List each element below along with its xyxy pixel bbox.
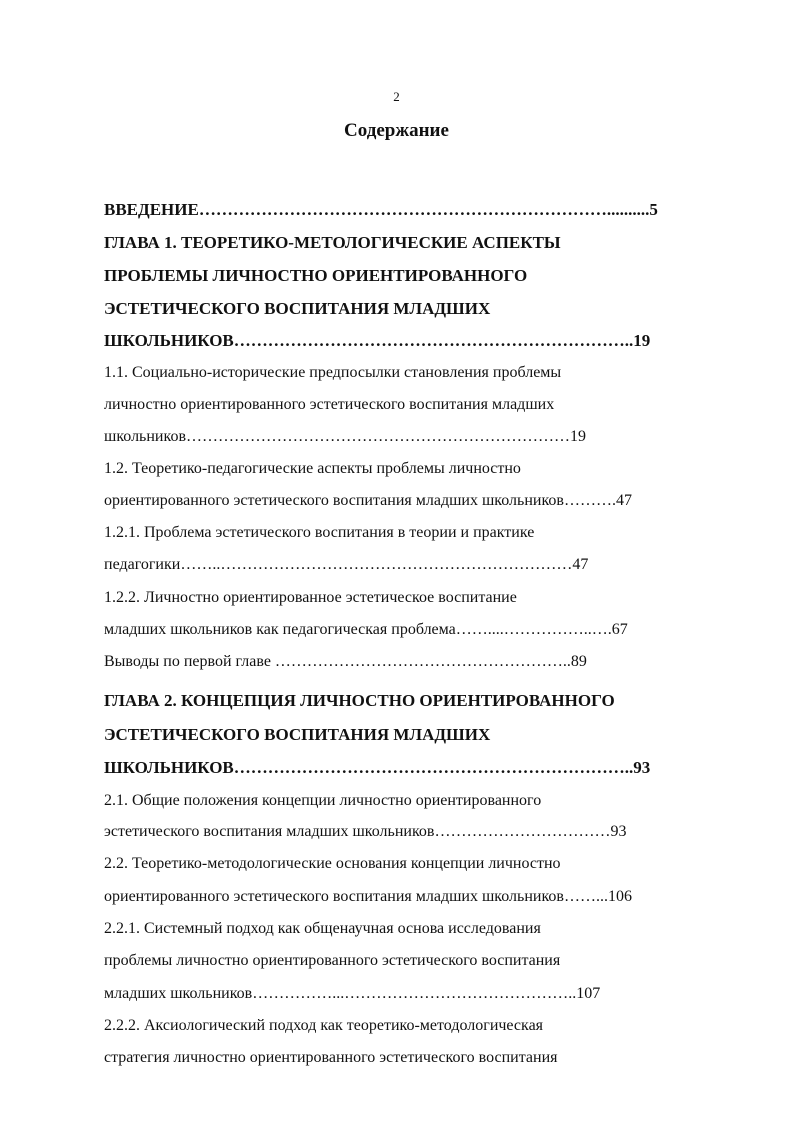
page-number: 2 bbox=[393, 89, 400, 104]
toc-section-1-2-line-1: 1.2. Теоретико-педагогические аспекты проблемы личностно bbox=[104, 460, 521, 477]
toc-section-1-2-2-line-2: младших школьников как педагогическая проблема……....……………..….67 bbox=[104, 621, 628, 638]
toc-section-2-1-line-2: эстетического воспитания младших школьников……………………………93 bbox=[104, 823, 627, 840]
toc-chapter-1-line-3: ЭСТЕТИЧЕСКОГО ВОСПИТАНИЯ МЛАДШИХ bbox=[104, 299, 491, 318]
toc-section-1-1-line-1: 1.1. Социально-исторические предпосылки становления проблемы bbox=[104, 364, 562, 381]
toc-chapter-2-line-3: ШКОЛЬНИКОВ……………………………………………………………..93 bbox=[104, 758, 651, 777]
toc-entry-introduction: ВВЕДЕНИЕ………………………………………………………………..........5 bbox=[104, 200, 658, 219]
toc-chapter-1-line-1: ГЛАВА 1. ТЕОРЕТИКО-МЕТОЛОГИЧЕСКИЕ АСПЕКТЫ bbox=[104, 233, 561, 252]
toc-section-1-2-line-2: ориентированного эстетического воспитания младших школьников……….47 bbox=[104, 492, 632, 509]
toc-section-1-1-line-3: школьников………………………………………………………………19 bbox=[104, 428, 586, 445]
toc-section-1-1-line-2: личностно ориентированного эстетического воспитания младших bbox=[104, 396, 555, 413]
page-title: Содержание bbox=[344, 120, 449, 141]
toc-section-1-2-2-line-1: 1.2.2. Личностно ориентированное эстетическое воспитание bbox=[104, 589, 517, 606]
toc-conclusions-chapter-1: Выводы по первой главе ………………………………………………..89 bbox=[104, 653, 587, 670]
toc-section-2-2-2-line-1: 2.2.2. Аксиологический подход как теоретико-методологическая bbox=[104, 1017, 544, 1034]
toc-section-2-2-line-1: 2.2. Теоретико-методологические основания концепции личностно bbox=[104, 855, 561, 872]
toc-section-2-2-1-line-1: 2.2.1. Системный подход как общенаучная основа исследования bbox=[104, 920, 541, 937]
toc-chapter-1-line-2: ПРОБЛЕМЫ ЛИЧНОСТНО ОРИЕНТИРОВАННОГО bbox=[104, 266, 528, 285]
toc-section-2-2-2-line-2: стратегия личностно ориентированного эстетического воспитания bbox=[104, 1049, 558, 1066]
toc-section-2-2-1-line-3: младших школьников……………...……………………………………..107 bbox=[104, 985, 601, 1002]
toc-section-1-2-1-line-2: педагогики……..…………………………………………………………47 bbox=[104, 556, 589, 573]
toc-chapter-2-line-1: ГЛАВА 2. КОНЦЕПЦИЯ ЛИЧНОСТНО ОРИЕНТИРОВАННОГО bbox=[104, 691, 615, 710]
toc-section-2-2-1-line-2: проблемы личностно ориентированного эстетического воспитания bbox=[104, 952, 561, 969]
toc-chapter-2-line-2: ЭСТЕТИЧЕСКОГО ВОСПИТАНИЯ МЛАДШИХ bbox=[104, 725, 491, 744]
toc-section-1-2-1-line-1: 1.2.1. Проблема эстетического воспитания в теории и практике bbox=[104, 524, 535, 541]
toc-section-2-1-line-1: 2.1. Общие положения концепции личностно ориентированного bbox=[104, 792, 542, 809]
toc-chapter-1-line-4: ШКОЛЬНИКОВ……………………………………………………………..19 bbox=[104, 331, 651, 350]
toc-section-2-2-line-2: ориентированного эстетического воспитания младших школьников……...106 bbox=[104, 888, 632, 905]
